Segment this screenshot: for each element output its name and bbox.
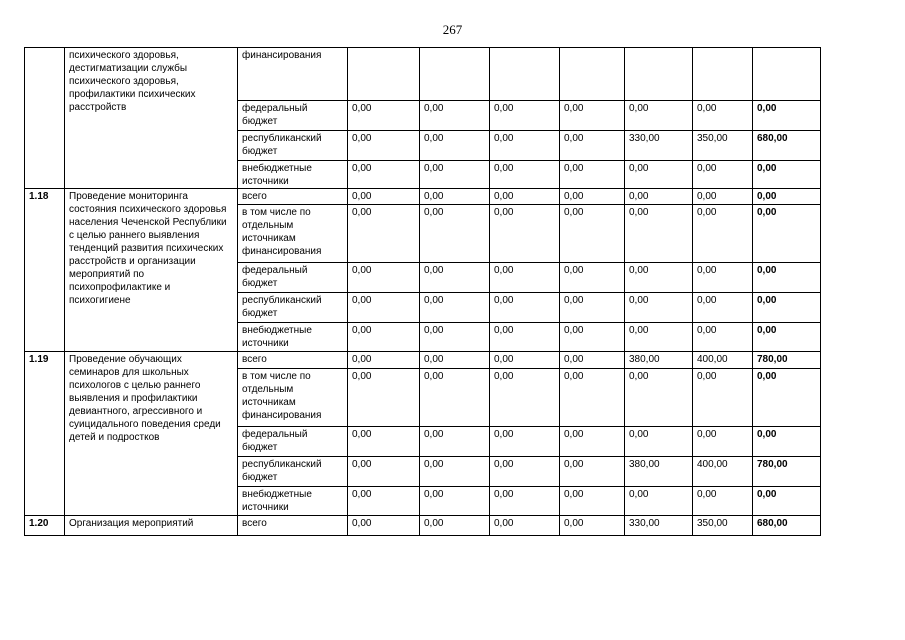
amount-cell: 350,00 (693, 516, 753, 536)
amount-cell: 0,00 (625, 101, 693, 131)
amount-cell: 0,00 (348, 189, 420, 205)
amount-cell: 0,00 (625, 487, 693, 516)
funding-source: федеральный бюджет (238, 427, 348, 457)
amount-cell (693, 48, 753, 101)
amount-cell: 0,00 (348, 263, 420, 293)
amount-cell: 0,00 (348, 101, 420, 131)
amount-cell (625, 48, 693, 101)
total-cell: 0,00 (753, 369, 821, 427)
amount-cell: 0,00 (490, 427, 560, 457)
item-code: 1.18 (25, 189, 65, 352)
amount-cell: 0,00 (625, 369, 693, 427)
amount-cell: 0,00 (693, 369, 753, 427)
funding-source: федеральный бюджет (238, 101, 348, 131)
amount-cell: 0,00 (625, 205, 693, 263)
amount-cell: 0,00 (625, 161, 693, 189)
amount-cell: 0,00 (560, 205, 625, 263)
amount-cell (490, 48, 560, 101)
amount-cell: 0,00 (693, 293, 753, 323)
budget-table-body (25, 48, 821, 536)
amount-cell: 400,00 (693, 457, 753, 487)
amount-cell: 0,00 (420, 352, 490, 369)
amount-cell: 0,00 (348, 487, 420, 516)
amount-cell: 0,00 (490, 189, 560, 205)
total-cell: 0,00 (753, 263, 821, 293)
item-description: Организация мероприятий (65, 516, 238, 536)
amount-cell: 330,00 (625, 131, 693, 161)
amount-cell: 0,00 (490, 369, 560, 427)
funding-source: в том числе по отдельным источникам финансирования (238, 205, 348, 263)
amount-cell: 0,00 (348, 352, 420, 369)
amount-cell: 0,00 (420, 427, 490, 457)
total-cell: 0,00 (753, 323, 821, 352)
amount-cell: 0,00 (490, 131, 560, 161)
amount-cell: 0,00 (560, 516, 625, 536)
amount-cell: 0,00 (625, 323, 693, 352)
amount-cell: 400,00 (693, 352, 753, 369)
amount-cell: 0,00 (490, 352, 560, 369)
amount-cell: 380,00 (625, 352, 693, 369)
amount-cell: 0,00 (560, 131, 625, 161)
funding-source: республиканский бюджет (238, 457, 348, 487)
amount-cell: 0,00 (348, 323, 420, 352)
amount-cell: 0,00 (693, 323, 753, 352)
amount-cell: 0,00 (560, 352, 625, 369)
amount-cell: 0,00 (625, 189, 693, 205)
amount-cell: 0,00 (348, 369, 420, 427)
amount-cell: 0,00 (560, 427, 625, 457)
funding-source: внебюджетные источники (238, 487, 348, 516)
amount-cell: 0,00 (420, 161, 490, 189)
amount-cell: 0,00 (490, 101, 560, 131)
budget-table (24, 47, 821, 536)
amount-cell: 0,00 (693, 487, 753, 516)
item-description: Проведение обучающих семинаров для школьных психологов с целью раннего выявления и профилактики девиантного, агрессивного и суицидального поведения среди детей и подростков (65, 352, 238, 516)
amount-cell: 0,00 (560, 323, 625, 352)
amount-cell: 0,00 (420, 101, 490, 131)
amount-cell: 0,00 (420, 293, 490, 323)
total-cell: 0,00 (753, 293, 821, 323)
total-cell: 0,00 (753, 427, 821, 457)
amount-cell (348, 48, 420, 101)
amount-cell: 0,00 (348, 205, 420, 263)
amount-cell: 0,00 (348, 293, 420, 323)
amount-cell: 0,00 (560, 369, 625, 427)
funding-source: республиканский бюджет (238, 131, 348, 161)
amount-cell: 0,00 (490, 487, 560, 516)
total-cell: 0,00 (753, 189, 821, 205)
total-cell: 0,00 (753, 161, 821, 189)
funding-source: внебюджетные источники (238, 323, 348, 352)
amount-cell: 0,00 (490, 323, 560, 352)
funding-source: республиканский бюджет (238, 293, 348, 323)
amount-cell: 0,00 (490, 263, 560, 293)
amount-cell: 0,00 (490, 205, 560, 263)
total-cell: 780,00 (753, 352, 821, 369)
funding-source: в том числе по отдельным источникам финансирования (238, 369, 348, 427)
amount-cell (560, 48, 625, 101)
amount-cell: 0,00 (693, 189, 753, 205)
amount-cell: 0,00 (420, 487, 490, 516)
amount-cell: 350,00 (693, 131, 753, 161)
funding-source: всего (238, 189, 348, 205)
amount-cell: 0,00 (348, 131, 420, 161)
amount-cell: 0,00 (625, 263, 693, 293)
amount-cell: 0,00 (560, 293, 625, 323)
amount-cell: 380,00 (625, 457, 693, 487)
table-row (25, 516, 821, 536)
amount-cell: 0,00 (348, 427, 420, 457)
amount-cell: 0,00 (490, 457, 560, 487)
amount-cell: 0,00 (420, 263, 490, 293)
total-cell: 780,00 (753, 457, 821, 487)
table-row (25, 352, 821, 369)
amount-cell: 0,00 (490, 293, 560, 323)
amount-cell: 0,00 (560, 487, 625, 516)
amount-cell: 0,00 (560, 263, 625, 293)
amount-cell: 0,00 (693, 263, 753, 293)
funding-source: федеральный бюджет (238, 263, 348, 293)
amount-cell: 0,00 (490, 161, 560, 189)
funding-source: всего (238, 516, 348, 536)
total-cell: 680,00 (753, 131, 821, 161)
amount-cell: 0,00 (348, 516, 420, 536)
funding-source: всего (238, 352, 348, 369)
amount-cell: 0,00 (625, 293, 693, 323)
amount-cell: 0,00 (625, 427, 693, 457)
amount-cell: 0,00 (490, 516, 560, 536)
amount-cell: 0,00 (560, 189, 625, 205)
item-code: 1.20 (25, 516, 65, 536)
amount-cell: 0,00 (420, 457, 490, 487)
total-cell: 0,00 (753, 487, 821, 516)
table-row (25, 189, 821, 205)
amount-cell: 330,00 (625, 516, 693, 536)
amount-cell: 0,00 (560, 161, 625, 189)
total-cell: 0,00 (753, 101, 821, 131)
total-cell: 0,00 (753, 205, 821, 263)
amount-cell: 0,00 (560, 457, 625, 487)
item-description: Проведение мониторинга состояния психического здоровья населения Чеченской Республики с целью раннего выявления тенденций развития психических расстройств и организации мероприятий по психопрофилактике и психогигиене (65, 189, 238, 352)
funding-source: финансирования (238, 48, 348, 101)
amount-cell: 0,00 (693, 101, 753, 131)
item-description: психического здоровья, дестигматизации службы психического здоровья, профилактики психических расстройств (65, 48, 238, 189)
amount-cell: 0,00 (420, 189, 490, 205)
amount-cell: 0,00 (693, 161, 753, 189)
amount-cell: 0,00 (420, 205, 490, 263)
amount-cell: 0,00 (420, 323, 490, 352)
item-code: 1.19 (25, 352, 65, 516)
amount-cell: 0,00 (348, 457, 420, 487)
amount-cell: 0,00 (420, 516, 490, 536)
item-code (25, 48, 65, 189)
amount-cell: 0,00 (420, 131, 490, 161)
total-cell: 680,00 (753, 516, 821, 536)
amount-cell: 0,00 (693, 205, 753, 263)
page-number: 267 (442, 22, 463, 37)
amount-cell: 0,00 (420, 369, 490, 427)
funding-source: внебюджетные источники (238, 161, 348, 189)
amount-cell: 0,00 (560, 101, 625, 131)
amount-cell (420, 48, 490, 101)
amount-cell: 0,00 (693, 427, 753, 457)
total-cell (753, 48, 821, 101)
table-row (25, 48, 821, 101)
amount-cell: 0,00 (348, 161, 420, 189)
